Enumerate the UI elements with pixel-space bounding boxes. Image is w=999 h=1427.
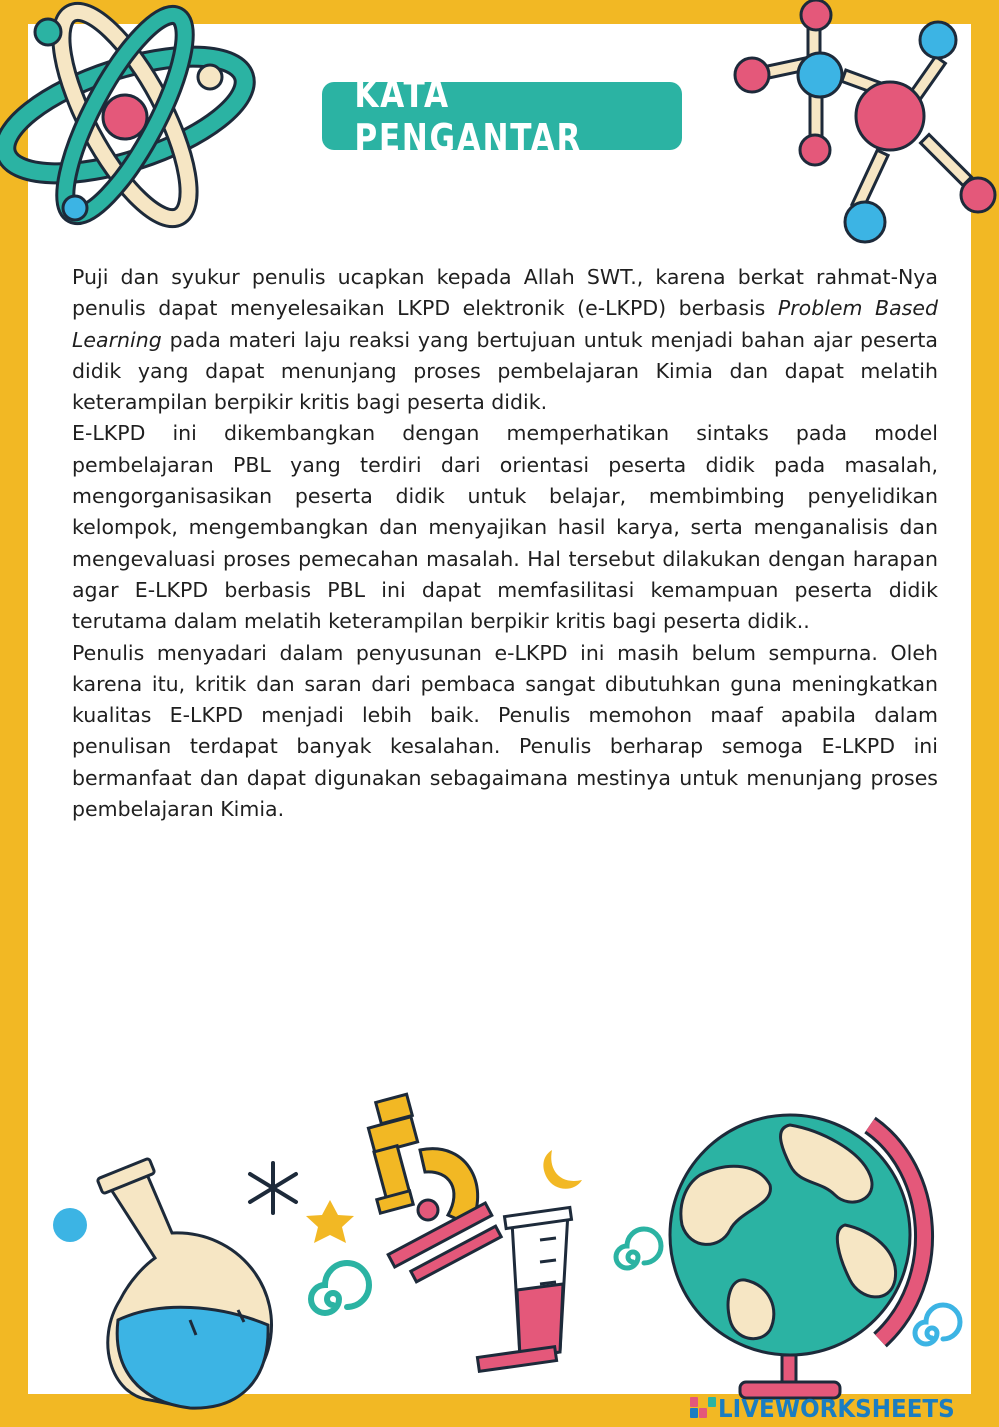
spiral-icon (311, 1263, 369, 1313)
spiral-icon (915, 1305, 960, 1344)
atom-icon (0, 0, 258, 234)
globe-icon (670, 1115, 924, 1398)
page-title: KATA PENGANTAR (354, 72, 583, 160)
brand-logo-icon (690, 1397, 716, 1419)
paragraph-1-text-a: Puji dan syukur penulis ucapkan kepada Allah SWT., karena berkat rahmat-Nya penulis dapat menyelesaikan LKPD elektronik (e-LKPD) berbasis (72, 265, 938, 321)
paragraph-2: E-LKPD ini dikembangkan dengan memperhatikan sintaks pada model pembelajaran PBL yang terdiri dari orientasi peserta didik pada masalah, mengorganisasikan peserta didik untuk belajar, membimbing penyelidikan kelompok, mengembangkan dan menyajikan hasil karya, serta menganalisis dan mengevaluasi proses pemecahan masalah. Hal tersebut dilakukan dengan harapan agar E-LKPD berbasis PBL ini dapat memfasilitasi kemampuan peserta didik terutama dalam melatih keterampilan berpikir kritis bagi peserta didik.. (72, 421, 938, 634)
molecule-icon (735, 0, 995, 242)
asterisk-icon (250, 1163, 296, 1213)
flask-icon (97, 1158, 271, 1408)
paragraph-1-text-b: pada materi laju reaksi yang bertujuan untuk menjadi bahan ajar peserta didik yang dapat menunjang proses pembelajaran Kimia dan dapat melatih keterampilan berpikir kritis bagi peserta didik. (72, 327, 938, 415)
body-text (72, 262, 938, 825)
watermark[interactable] (690, 1392, 975, 1424)
title-banner (322, 72, 682, 160)
paragraph-3: Penulis menyadari dalam penyusunan e-LKPD ini masih belum sempurna. Oleh karena itu, kritik dan saran dari pembaca sangat dibutuhkan guna meningkatkan kualitas E-LKPD menjadi lebih baik. Penulis memohon maaf apabila dalam penulisan terdapat banyak kesalahan. Penulis berharap semoga E-LKPD ini bermanfaat dan dapat digunakan sebagaimana mestinya untuk menunjang proses pembelajaran Kimia. (72, 640, 938, 822)
dot-icon (53, 1208, 87, 1242)
microscope-icon (368, 1094, 501, 1282)
paragraph-1-italic: Problem Based Learning (72, 296, 938, 352)
spiral-icon (616, 1229, 661, 1268)
paragraph-1 (72, 262, 938, 418)
moon-icon (543, 1150, 582, 1189)
star-icon (306, 1200, 354, 1243)
watermark-text: LIVEWORKSHEETS (718, 1393, 955, 1423)
